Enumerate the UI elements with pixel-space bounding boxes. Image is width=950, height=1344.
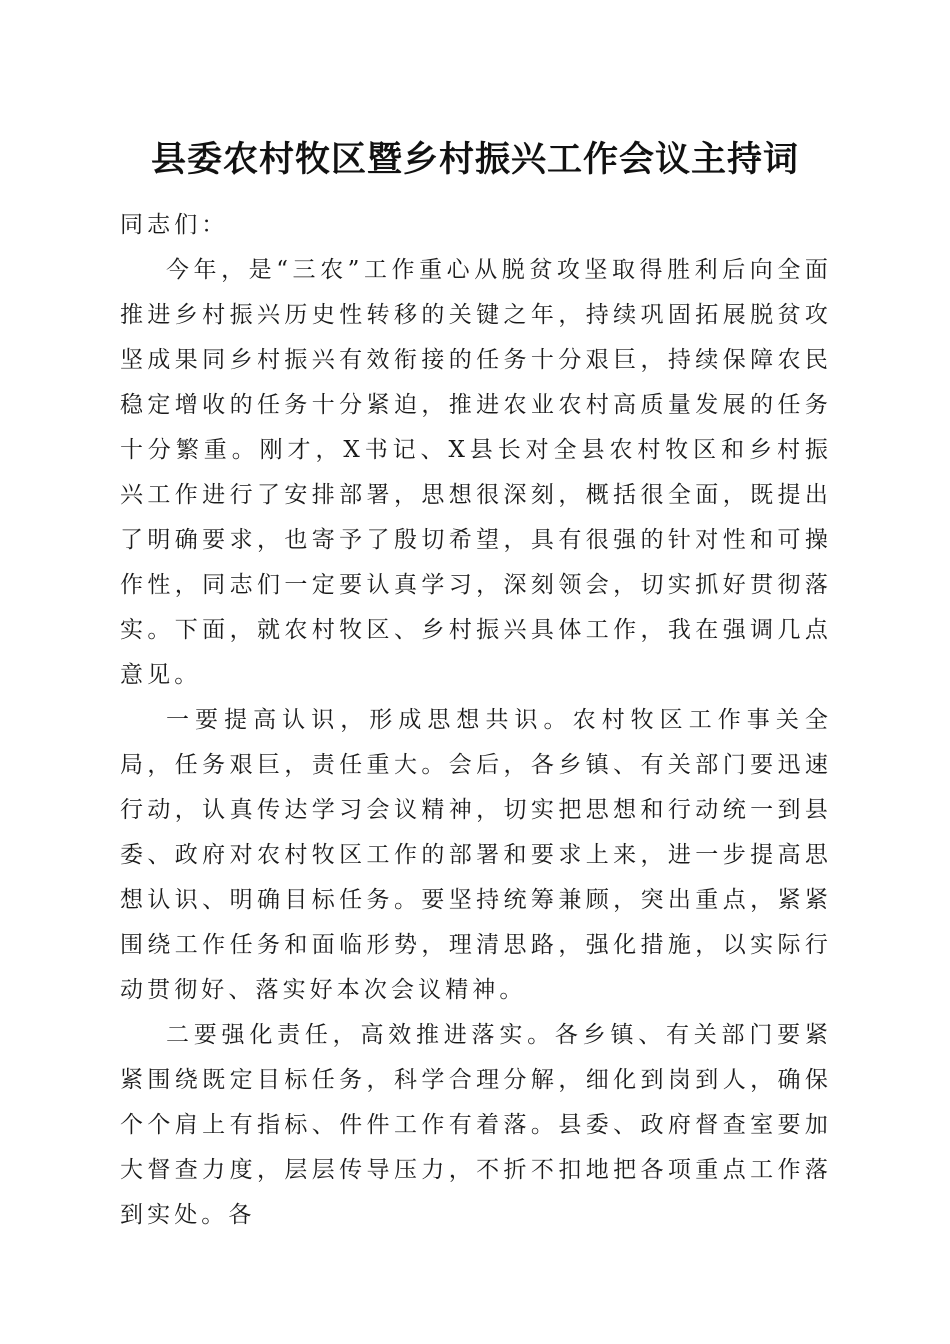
paragraph-2: 一要提高认识，形成思想共识。农村牧区工作事关全局，任务艰巨，责任重大。会后，各乡镇、有关部门要迅速行动，认真传达学习会议精神，切实把思想和行动统一到县委、政府对农村牧区工作的部署和要求上来，进一步提高思想认识、明确目标任务。要坚持统筹兼顾，突出重点，紧紧围绕工作任务和面临形势，理清思路，强化措施，以实际行动贯彻好、落实好本次会议精神。 bbox=[120, 707, 832, 1003]
document-body bbox=[120, 203, 832, 1238]
paragraph-3: 二要强化责任，高效推进落实。各乡镇、有关部门要紧紧围绕既定目标任务，科学合理分解，细化到岗到人，确保个个肩上有指标、件件工作有着落。县委、政府督查室要加大督查力度，层层传导压力，不折不扣地把各项重点工作落到实处。各 bbox=[120, 1022, 832, 1228]
paragraph-1: 今年，是“三农”工作重心从脱贫攻坚取得胜利后向全面推进乡村振兴历史性转移的关键之年，持续巩固拓展脱贫攻坚成果同乡村振兴有效衔接的任务十分艰巨，持续保障农民稳定增收的任务十分紧迫，推进农业农村高质量发展的任务十分繁重。刚才，X书记、X县长对全县农村牧区和乡村振兴工作进行了安排部署，思想很深刻，概括很全面，既提出了明确要求，也寄予了殷切希望，具有很强的针对性和可操作性，同志们一定要认真学习，深刻领会，切实抓好贯彻落实。下面，就农村牧区、乡村振兴具体工作，我在强调几点意见。 bbox=[120, 257, 832, 688]
document-title: 县委农村牧区暨乡村振兴工作会议主持词 bbox=[150, 139, 799, 180]
salutation: 同志们： bbox=[120, 212, 229, 238]
